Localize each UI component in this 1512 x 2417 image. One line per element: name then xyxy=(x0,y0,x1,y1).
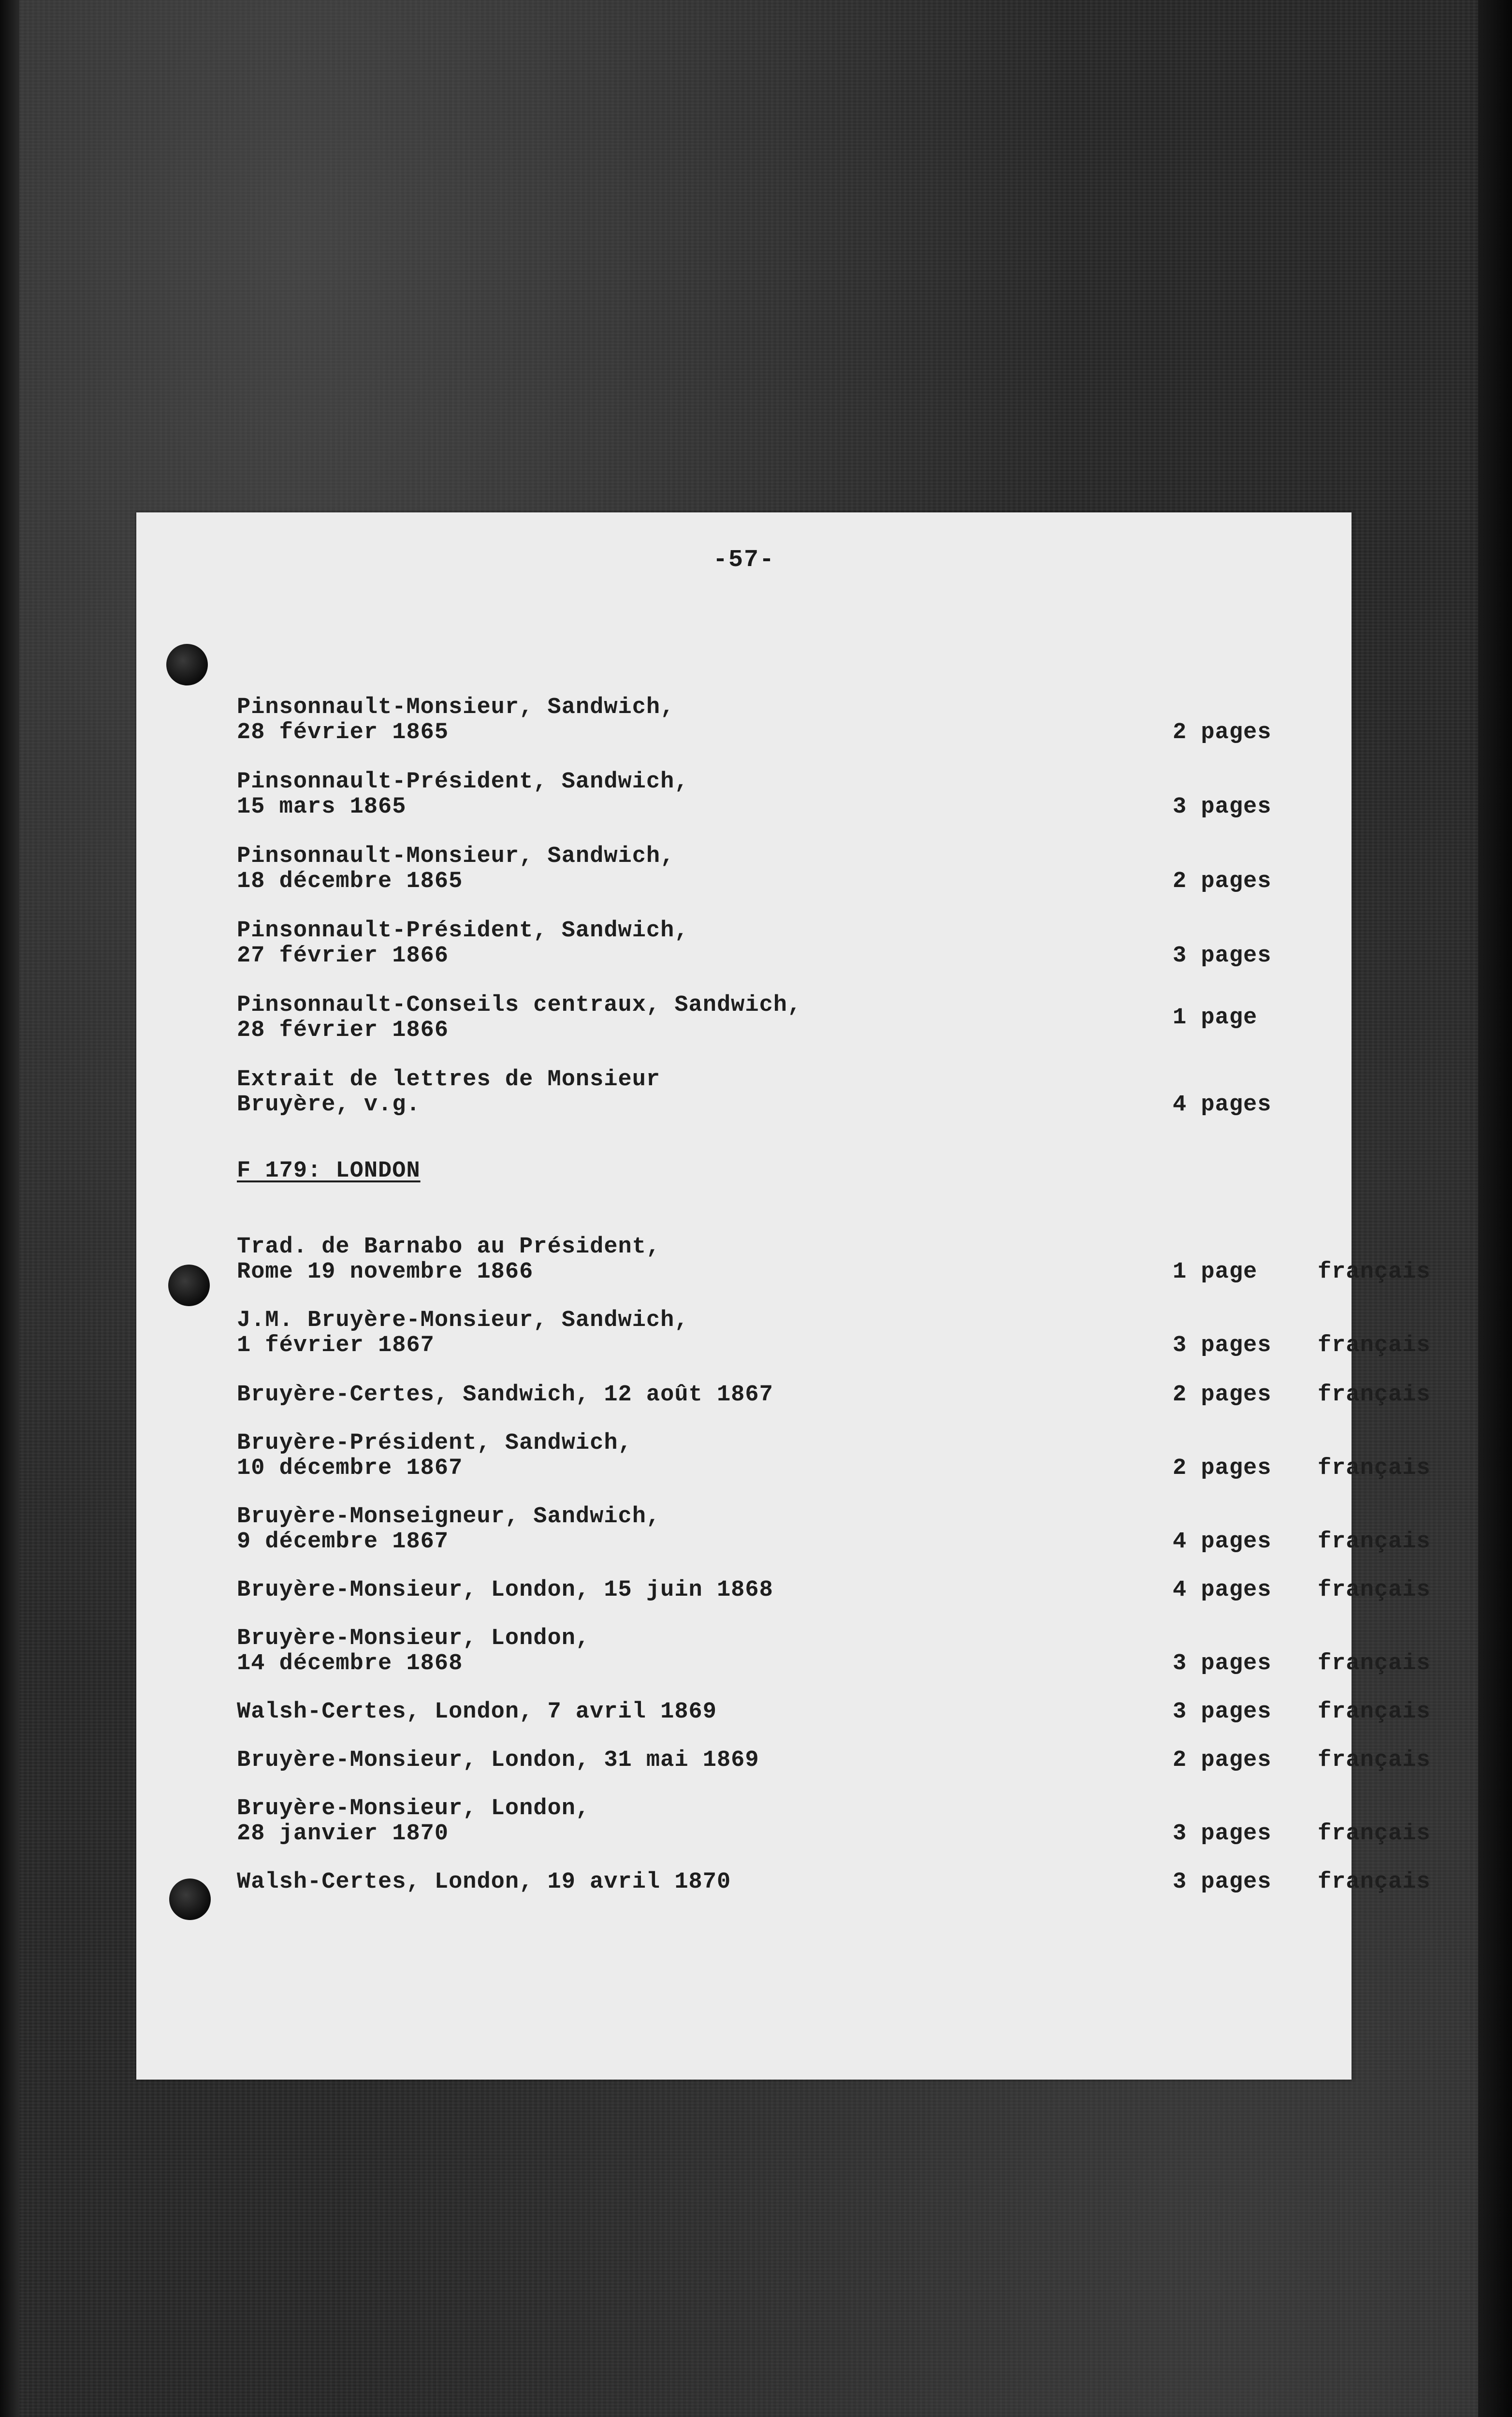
entry-line1: Bruyère-Monsieur, London, 31 mai 1869 xyxy=(237,1747,759,1773)
entry-language: français xyxy=(1318,1577,1431,1603)
entry-pages: 2 pages xyxy=(1173,1747,1272,1773)
scan-left-edge xyxy=(0,0,19,2417)
entry-pages: 4 pages xyxy=(1173,1092,1272,1118)
entry-title xyxy=(237,1578,962,1603)
entry-title xyxy=(237,844,962,894)
entry-pages: 3 pages xyxy=(1173,794,1272,820)
entry-language: français xyxy=(1318,1382,1431,1408)
entry-pages: 1 page xyxy=(1173,1259,1258,1285)
entry-title xyxy=(237,1235,962,1285)
entry-line1: Bruyère-Certes, Sandwich, 12 août 1867 xyxy=(237,1382,773,1408)
entry-pages: 2 pages xyxy=(1173,869,1272,894)
entry-line1: Walsh-Certes, London, 19 avril 1870 xyxy=(237,1869,731,1895)
entry-title xyxy=(237,1796,962,1847)
entry-language: français xyxy=(1318,1333,1431,1358)
entry-line2: 9 décembre 1867 xyxy=(237,1529,449,1555)
entry-title xyxy=(237,1308,962,1358)
entry-line2: 28 février 1866 xyxy=(237,1018,449,1043)
entry-line1: Bruyère-Président, Sandwich, xyxy=(237,1430,632,1456)
punch-hole-top xyxy=(166,644,208,685)
entry-line1: Walsh-Certes, London, 7 avril 1869 xyxy=(237,1699,717,1725)
entry-pages: 3 pages xyxy=(1173,1821,1272,1847)
entry-language: français xyxy=(1318,1456,1431,1481)
entry-title xyxy=(237,1626,962,1676)
entry-line1: Bruyère-Monsieur, London, 15 juin 1868 xyxy=(237,1577,773,1603)
entry-line1: Pinsonnault-Président, Sandwich, xyxy=(237,918,689,944)
entry-line1: Pinsonnault-Monsieur, Sandwich, xyxy=(237,844,675,869)
entry-pages: 4 pages xyxy=(1173,1577,1272,1603)
entry-line2: 10 décembre 1867 xyxy=(237,1456,463,1481)
entry-pages: 3 pages xyxy=(1173,1699,1272,1725)
entry-title xyxy=(237,1383,962,1408)
entry-language: français xyxy=(1318,1821,1431,1847)
entry-line2: 28 janvier 1870 xyxy=(237,1821,449,1847)
entry-pages: 1 page xyxy=(1173,1005,1258,1031)
entry-line2: 28 février 1865 xyxy=(237,720,449,745)
entry-pages: 3 pages xyxy=(1173,1651,1272,1676)
entry-title xyxy=(237,1067,962,1118)
punch-hole-middle xyxy=(168,1265,210,1306)
entry-title xyxy=(237,1700,962,1725)
scan-right-edge xyxy=(1478,0,1512,2417)
entry-pages: 2 pages xyxy=(1173,720,1272,745)
entry-language: français xyxy=(1318,1699,1431,1725)
punch-hole-bottom xyxy=(169,1878,211,1920)
entry-line1: Extrait de lettres de Monsieur xyxy=(237,1067,661,1092)
entry-title xyxy=(237,1504,962,1555)
entry-title xyxy=(237,1431,962,1481)
entry-line1: Bruyère-Monsieur, London, xyxy=(237,1796,590,1821)
entry-pages: 2 pages xyxy=(1173,1456,1272,1481)
page-number: -57- xyxy=(712,546,775,574)
entry-line2: 18 décembre 1865 xyxy=(237,869,463,894)
entry-line2: 14 décembre 1868 xyxy=(237,1651,463,1676)
entry-title xyxy=(237,918,962,969)
entry-title xyxy=(237,770,962,820)
entry-title xyxy=(237,695,962,745)
entry-line1: J.M. Bruyère-Monsieur, Sandwich, xyxy=(237,1308,689,1333)
entry-title xyxy=(237,1870,962,1895)
entry-line1: Bruyère-Monsieur, London, xyxy=(237,1626,590,1651)
entry-language: français xyxy=(1318,1651,1431,1676)
entry-line1: Pinsonnault-Monsieur, Sandwich, xyxy=(237,695,675,720)
entry-line2: Rome 19 novembre 1866 xyxy=(237,1259,534,1285)
section-heading-text: F 179: LONDON xyxy=(237,1158,421,1184)
entry-line2: 1 février 1867 xyxy=(237,1333,435,1358)
entry-pages: 2 pages xyxy=(1173,1382,1272,1408)
entry-language: français xyxy=(1318,1259,1431,1285)
entry-title xyxy=(237,1748,962,1773)
entry-pages: 3 pages xyxy=(1173,1333,1272,1358)
entry-language: français xyxy=(1318,1869,1431,1895)
entry-line2: 15 mars 1865 xyxy=(237,794,407,820)
entry-language: français xyxy=(1318,1747,1431,1773)
entry-line1: Trad. de Barnabo au Président, xyxy=(237,1234,661,1260)
entry-line2: Bruyère, v.g. xyxy=(237,1092,421,1118)
entry-line1: Pinsonnault-Président, Sandwich, xyxy=(237,769,689,795)
section-heading xyxy=(237,1158,421,1184)
entry-language: français xyxy=(1318,1529,1431,1555)
entry-line1: Bruyère-Monseigneur, Sandwich, xyxy=(237,1504,661,1529)
entry-line1: Pinsonnault-Conseils centraux, Sandwich, xyxy=(237,992,802,1018)
entry-line2: 27 février 1866 xyxy=(237,943,449,969)
entry-pages: 3 pages xyxy=(1173,943,1272,969)
entry-title xyxy=(237,993,962,1043)
document-page xyxy=(136,512,1431,2080)
entry-pages: 3 pages xyxy=(1173,1869,1272,1895)
entry-pages: 4 pages xyxy=(1173,1529,1272,1555)
